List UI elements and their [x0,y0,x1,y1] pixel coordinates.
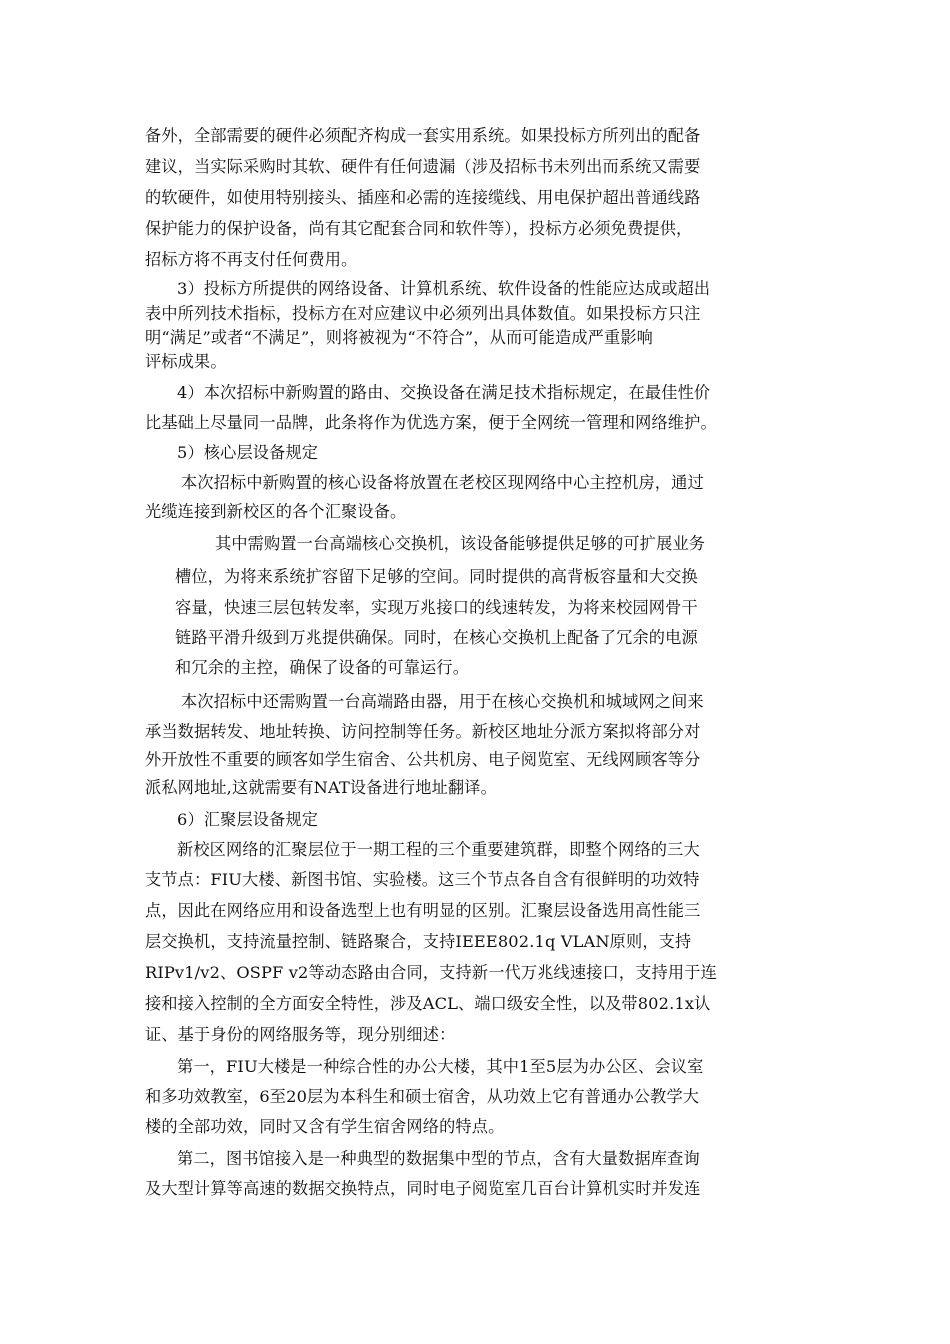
text-line: 接和接入控制的全方面安全特性，涉及ACL、端口级安全性，以及带802.1x认 [145,994,711,1013]
text-line: 外开放性不重要的顾客如学生宿舍、公共机房、电子阅览室、无线网顾客等分 [145,750,701,769]
text-line: 新校区网络的汇聚层位于一期工程的三个重要建筑群，即整个网络的三大 [177,840,700,859]
text-line: 和冗余的主控，确保了设备的可靠运行。 [175,658,470,677]
section-heading: 6）汇聚层设备规定 [177,810,319,829]
text-line: 派私网地址,这就需要有NAT设备进行地址翻译。 [145,778,497,797]
text-line: 第二，图书馆接入是一种典型的数据集中型的节点，含有大量数据库查询 [177,1149,700,1168]
text-line: 光缆连接到新校区的各个汇聚设备。 [145,502,407,521]
text-line: 槽位，为将来系统扩容留下足够的空间。同时提供的高背板容量和大交换 [175,567,698,586]
text-line: RIPv1/v2、OSPF v2等动态路由合同，支持新一代万兆线速接口，支持用于连 [145,963,717,982]
text-line: 容量，快速三层包转发率，实现万兆接口的线速转发，为将来校园网骨干 [175,598,698,617]
text-line: 及大型计算等高速的数据交换特点，同时电子阅览室几百台计算机实时并发连 [145,1179,701,1198]
text-line: 本次招标中还需购置一台高端路由器，用于在核心交换机和城域网之间来 [181,692,704,711]
text-line: 和多功效教室，6至20层为本科生和硕士宿舍，从功效上它有普通办公教学大 [145,1087,700,1106]
text-line: 评标成果。 [145,352,227,371]
text-line: 层交换机，支持流量控制、链路聚合，支持IEEE802.1q VLAN原则，支持 [145,932,692,951]
text-line: 的软硬件，如使用特别接头、插座和必需的连接缆线、用电保护超出普通线路 [145,188,701,207]
text-line: 第一，FIU大楼是一种综合性的办公大楼，其中1至5层为办公区、会议室 [177,1057,704,1076]
text-line: 其中需购置一台高端核心交换机，该设备能够提供足够的可扩展业务 [215,534,706,553]
text-line: 建议，当实际采购时其软、硬件有任何遗漏（涉及招标书未列出而系统又需要 [145,157,701,176]
text-line: 明“满足”或者“不满足”，则将被视为“不符合”，从而可能造成严重影响 [145,328,654,347]
text-line: 比基础上尽量同一品牌，此条将作为优选方案，便于全网统一管理和网络维护。 [145,413,717,432]
text-line: 支节点：FIU大楼、新图书馆、实验楼。这三个节点各自含有很鲜明的功效特 [145,870,700,889]
text-line: 招标方将不再支付任何费用。 [145,250,358,269]
text-line: 表中所列技术指标，投标方在对应建议中必须列出具体数值。如果投标方只注 [145,304,701,323]
section-heading: 5）核心层设备规定 [177,443,319,462]
text-line: 保护能力的保护设备，尚有其它配套合同和软件等），投标方必须免费提供， [145,219,693,238]
text-line: 本次招标中新购置的核心设备将放置在老校区现网络中心主控机房，通过 [181,473,704,492]
text-line: 证、基于身份的网络服务等，现分别细述： [145,1025,456,1044]
text-line: 4）本次招标中新购置的路由、交换设备在满足技术指标规定，在最佳性价 [177,383,711,402]
text-line: 楼的全部功效，同时又含有学生宿舍网络的特点。 [145,1117,505,1136]
text-line: 链路平滑升级到万兆提供确保。同时，在核心交换机上配备了冗余的电源 [175,628,698,647]
text-line: 点，因此在网络应用和设备选型上也有明显的区别。汇聚层设备选用高性能三 [145,901,701,920]
text-line: 备外，全部需要的硬件必须配齐构成一套实用系统。如果投标方所列出的配备 [145,126,701,145]
text-line: 3）投标方所提供的网络设备、计算机系统、软件设备的性能应达成或超出 [177,279,711,298]
text-line: 承当数据转发、地址转换、访问控制等任务。新校区地址分派方案拟将部分对 [145,722,701,741]
